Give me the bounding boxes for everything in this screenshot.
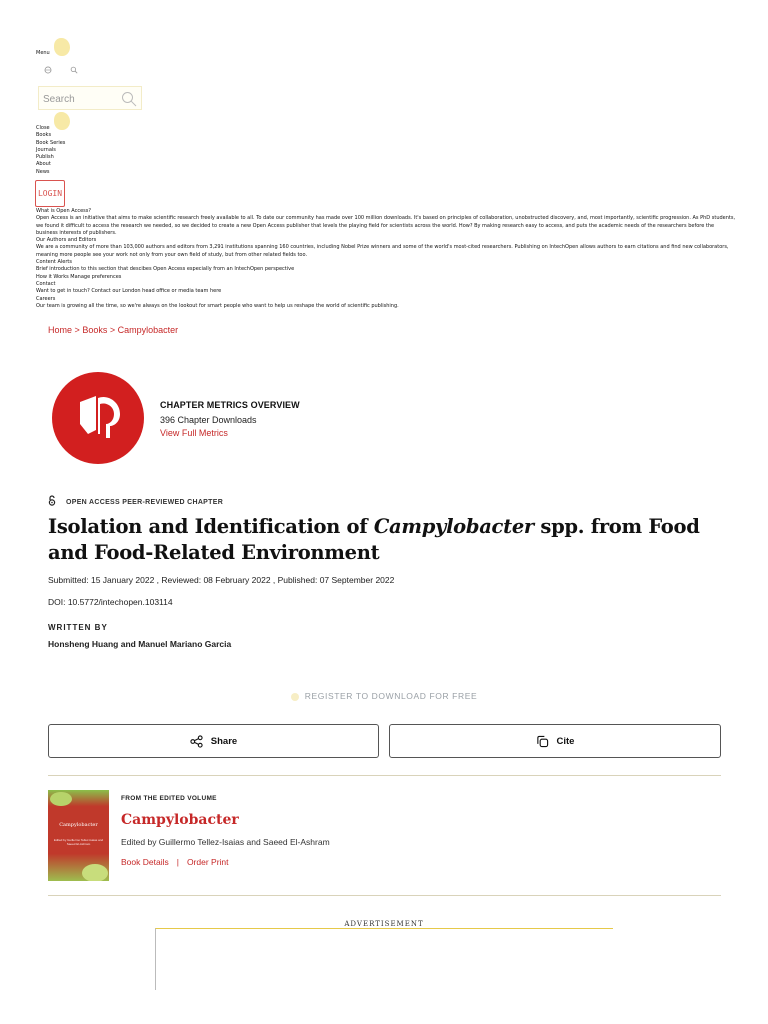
info-text-open-access: Open Access is an initiative that aims to make scientific research freely available to all. To date our community has made over 100 million downloads. It's based on principles of collaboration, unobstructed discovery, and, most importantly, scientific progression. As PhD students, we found it difficult to access the research we needed, so we decided to create a new Open Access publisher that levels the playing field for scientists across the world. How? By making research easy to access, and puts the academic needs of the researchers before the business interests of publishers. — [36, 215, 736, 236]
header-icon-row — [44, 66, 94, 76]
share-button[interactable]: Share — [48, 724, 379, 758]
info-heading-open-access[interactable]: What is Open Access? — [36, 208, 92, 214]
chapter-metrics — [160, 400, 300, 438]
search-input[interactable] — [43, 92, 121, 106]
advertisement-label: ADVERTISEMENT — [344, 920, 424, 928]
menu-button[interactable]: Menu — [36, 50, 50, 56]
cover-art — [82, 864, 108, 881]
breadcrumb-books[interactable]: Books — [82, 325, 108, 335]
info-heading-alerts[interactable]: Content Alerts — [36, 259, 72, 266]
divider — [48, 775, 721, 776]
info-text-contact: Want to get in touch? Contact our London head office or media team here — [36, 288, 222, 295]
nav-news[interactable]: News — [36, 168, 50, 175]
info-heading-contact[interactable]: Contact — [36, 280, 56, 287]
book-links — [121, 857, 229, 867]
intechopen-logo — [52, 372, 144, 464]
cover-art — [50, 792, 72, 806]
open-access-label: OPEN ACCESS PEER-REVIEWED CHAPTER — [66, 498, 224, 506]
share-icon — [190, 735, 203, 748]
breadcrumb — [48, 325, 178, 335]
search-icon[interactable] — [70, 67, 78, 76]
info-heading-authors[interactable]: Our Authors and Editors — [36, 237, 97, 244]
info-how-it-works[interactable]: How it Works Manage preferences — [36, 273, 122, 280]
link-separator: | — [176, 857, 179, 867]
from-edited-volume-label: FROM THE EDITED VOLUME — [121, 795, 217, 802]
advertisement-slot[interactable] — [155, 928, 613, 990]
logo-mark — [54, 38, 70, 56]
info-text-careers: Our team is growing all the time, so we're always on the lookout for smart people who want to help us reshape the world of scientific publishing. — [36, 302, 399, 309]
written-by-label: WRITTEN BY — [48, 623, 108, 632]
register-icon — [291, 693, 299, 701]
nav-about[interactable]: About — [36, 161, 51, 168]
chapter-title: Isolation and Identification of Campylobacter spp. from Food and Food-Related Environment — [48, 515, 700, 564]
search-box — [38, 86, 142, 110]
globe-icon[interactable] — [44, 67, 54, 76]
order-print-link[interactable]: Order Print — [186, 857, 229, 867]
metrics-title: CHAPTER METRICS OVERVIEW — [160, 400, 300, 410]
info-heading-careers[interactable]: Careers — [36, 295, 56, 302]
book-editors: Edited by Guillermo Tellez-Isaias and Saeed El-Ashram — [121, 837, 330, 847]
nav-books[interactable]: Books — [36, 132, 52, 139]
cover-editors: Edited by Guillermo Tellez-Isaias and Saeed El-Ashram — [53, 838, 104, 846]
info-text-authors: We are a community of more than 103,000 authors and editors from 3,291 institutions spanning 160 countries, including Nobel Prize winners and some of the world's most-cited researchers. Publishing on IntechOpen allows authors to earn citations and find new collaborators, meaning more people see your work not only from your own field of study, but from other related fields too. — [36, 244, 729, 258]
nav-book-series[interactable]: Book Series — [36, 139, 66, 146]
book-cover[interactable] — [48, 790, 109, 881]
nav-publish[interactable]: Publish — [36, 154, 54, 161]
nav-menu — [36, 125, 65, 176]
search-submit-icon[interactable] — [121, 91, 137, 107]
breadcrumb-separator: > — [109, 325, 116, 335]
book-details-link[interactable]: Book Details — [121, 857, 169, 867]
elephant-icon — [52, 372, 144, 464]
cite-button[interactable]: Cite — [389, 724, 721, 758]
info-text-alerts: Brief introduction to this section that descibes Open Access especially from an IntechOpen perspective — [36, 266, 295, 273]
nav-journals[interactable]: Journals — [36, 146, 56, 153]
book-title-link[interactable]: Campylobacter — [121, 812, 239, 828]
doi[interactable]: DOI: 10.5772/intechopen.103114 — [48, 597, 173, 607]
metrics-downloads: 396 Chapter Downloads — [160, 415, 257, 425]
view-full-metrics-link[interactable]: View Full Metrics — [160, 428, 228, 438]
authors[interactable]: Honsheng Huang and Manuel Mariano Garcia — [48, 639, 232, 649]
login-button[interactable]: LOGIN — [35, 180, 65, 207]
breadcrumb-current[interactable]: Campylobacter — [117, 325, 179, 335]
publication-dates: Submitted: 15 January 2022 , Reviewed: 08 February 2022 , Published: 07 September 2022 — [48, 575, 395, 585]
open-access-row — [48, 493, 223, 511]
register-to-download-button[interactable]: REGISTER TO DOWNLOAD FOR FREE — [0, 691, 768, 701]
breadcrumb-home[interactable]: Home — [48, 325, 73, 335]
open-access-lock-icon — [48, 493, 56, 511]
copy-icon — [536, 735, 549, 748]
breadcrumb-separator: > — [74, 325, 80, 335]
menu-info-block — [36, 208, 736, 310]
divider — [48, 895, 721, 896]
cover-title: Campylobacter — [59, 822, 98, 828]
nav-close[interactable]: Close — [36, 125, 50, 131]
